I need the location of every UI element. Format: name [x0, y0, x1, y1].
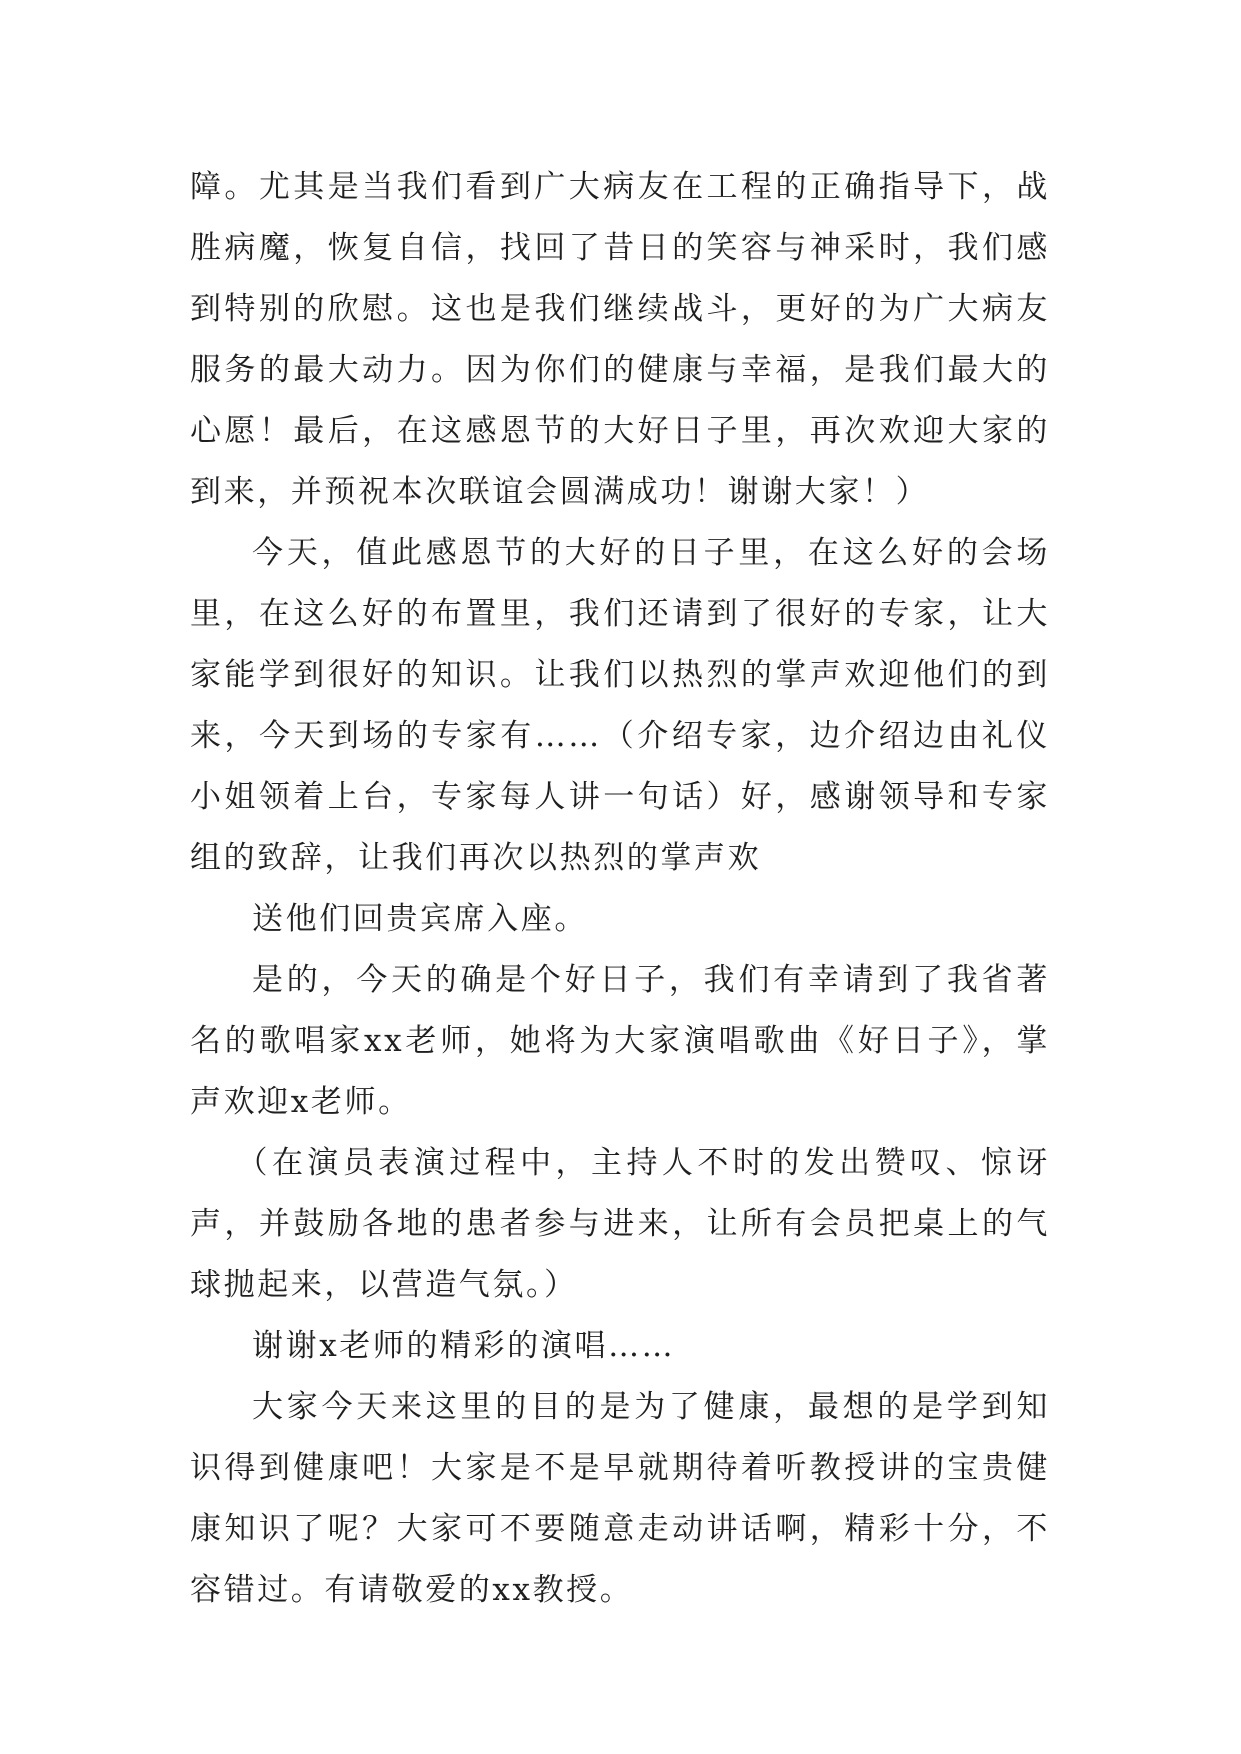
paragraph-singer-intro: 是的，今天的确是个好日子，我们有幸请到了我省著名的歌唱家xx老师，她将为大家演唱歌曲《好日子》，掌声欢迎x老师。 — [190, 962, 1050, 1120]
paragraph-stage-direction: （在演员表演过程中，主持人不时的发出赞叹、惊讶声，并鼓励各地的患者参与进来，让所有会员把桌上的气球抛起来，以营造气氛。） — [190, 1145, 1050, 1303]
paragraph-experts-intro: 今天，值此感恩节的大好的日子里，在这么好的会场里，在这么好的布置里，我们还请到了很好的专家，让大家能学到很好的知识。让我们以热烈的掌声欢迎他们的到来，今天到场的专家有……（介绍专家，边介绍边由礼仪小姐领着上台，专家每人讲一句话）好，感谢领导和专家组的致辞，让我们再次以热烈的掌声欢 — [190, 535, 1050, 876]
document-body — [190, 157, 1050, 1621]
paragraph-guest-seating: 送他们回贵宾席入座。 — [252, 901, 588, 937]
paragraph-professor-intro: 大家今天来这里的目的是为了健康，最想的是学到知识得到健康吧！大家是不是早就期待着听教授讲的宝贵健康知识了呢？大家可不要随意走动讲话啊，精彩十分，不容错过。有请敬爱的xx教授。 — [190, 1389, 1050, 1608]
paragraph-continuation: 障。尤其是当我们看到广大病友在工程的正确指导下，战胜病魔，恢复自信，找回了昔日的笑容与神采时，我们感到特别的欣慰。这也是我们继续战斗，更好的为广大病友服务的最大动力。因为你们的健康与幸福，是我们最大的心愿！最后，在这感恩节的大好日子里，再次欢迎大家的到来，并预祝本次联谊会圆满成功！谢谢大家！） — [190, 169, 1050, 510]
paragraph-thanks-singer: 谢谢x老师的精彩的演唱…… — [252, 1328, 676, 1364]
